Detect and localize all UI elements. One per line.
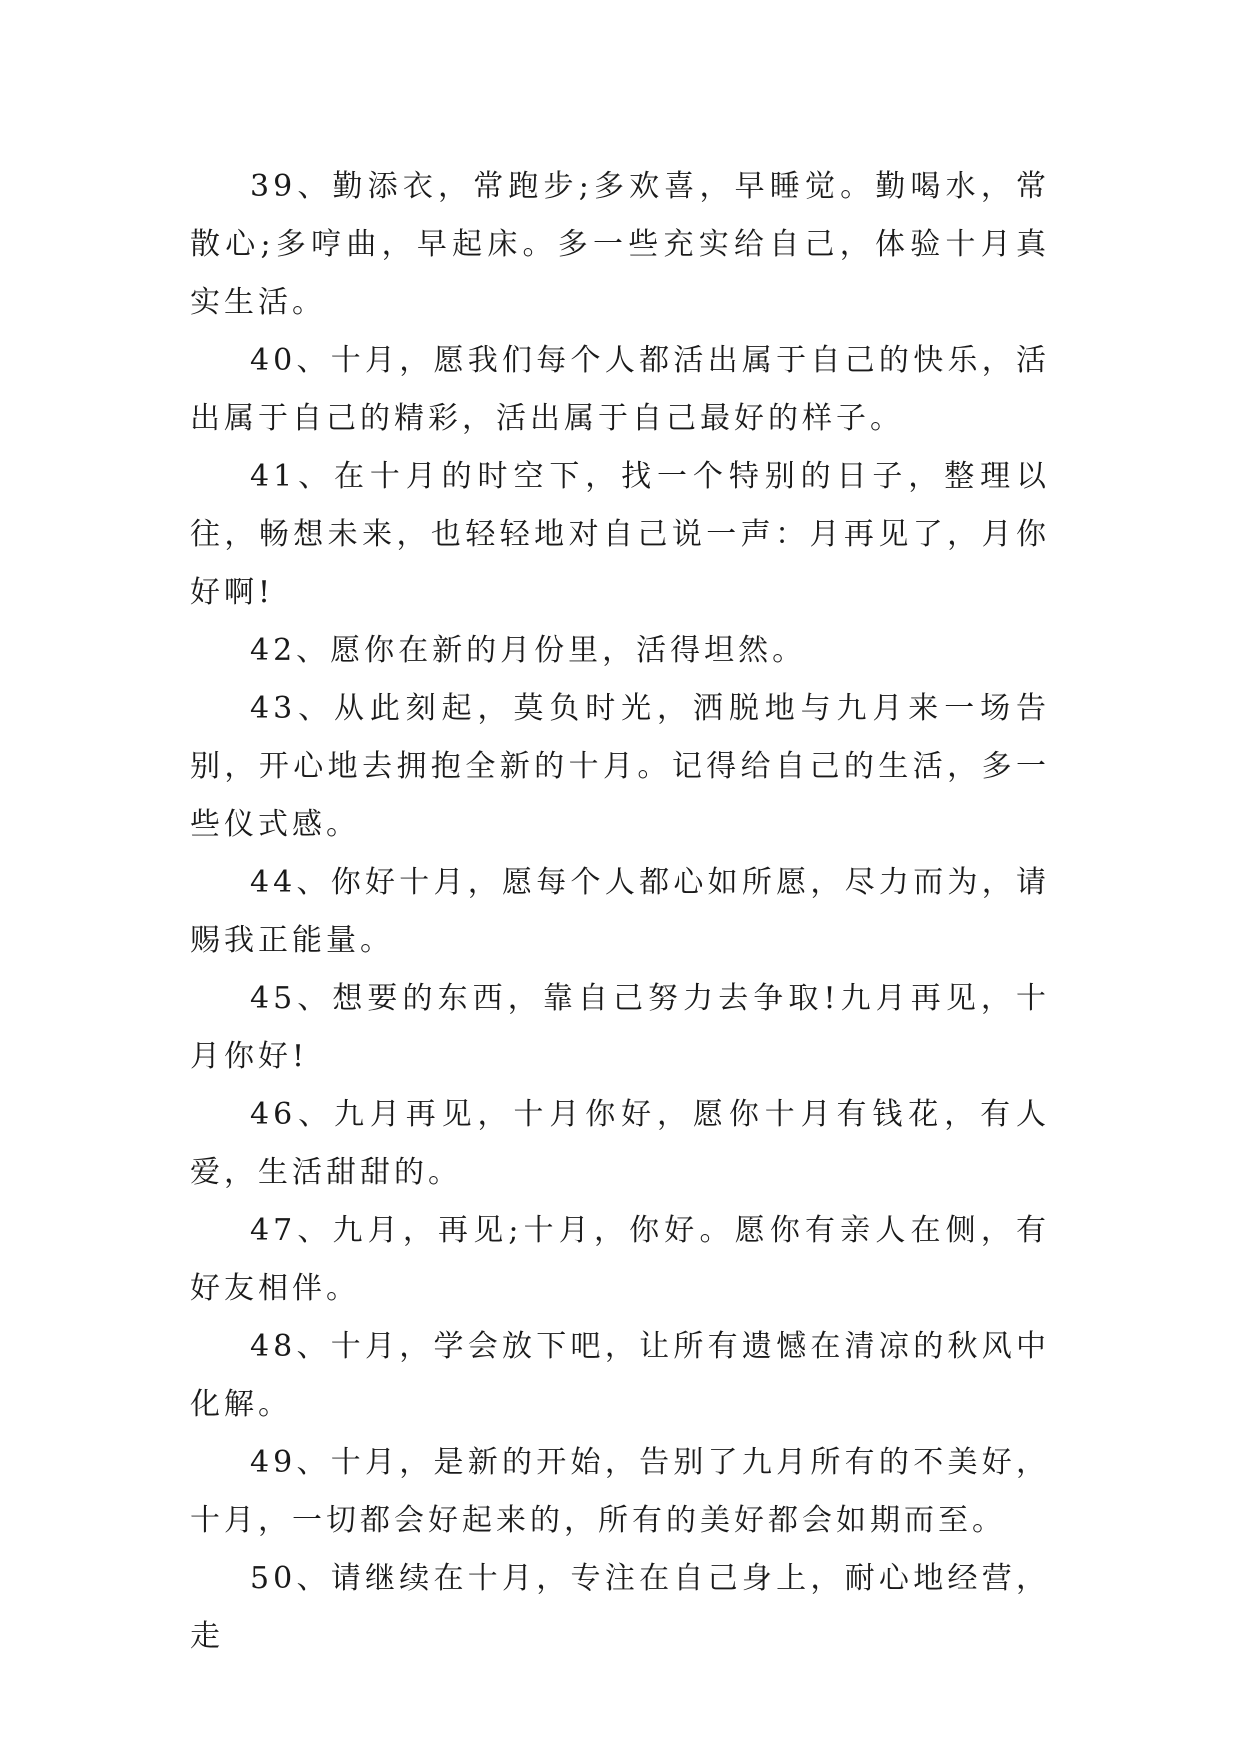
- paragraph-43: 43、从此刻起，莫负时光，洒脱地与九月来一场告别，开心地去拥抱全新的十月。记得给自己的生活，多一些仪式感。: [190, 691, 1050, 842]
- paragraph-50: 50、请继续在十月，专注在自己身上，耐心地经营，走: [190, 1561, 1050, 1654]
- paragraph-47: 47、九月，再见;十月，你好。愿你有亲人在侧，有好友相伴。: [190, 1213, 1050, 1306]
- paragraph-40: 40、十月，愿我们每个人都活出属于自己的快乐，活出属于自己的精彩，活出属于自己最好的样子。: [190, 343, 1050, 436]
- paragraph-49: 49、十月，是新的开始，告别了九月所有的不美好，十月，一切都会好起来的，所有的美好都会如期而至。: [190, 1445, 1050, 1538]
- paragraph-48: 48、十月，学会放下吧，让所有遗憾在清凉的秋风中化解。: [190, 1329, 1050, 1422]
- paragraph-44: 44、你好十月，愿每个人都心如所愿，尽力而为，请赐我正能量。: [190, 865, 1050, 958]
- paragraph-45: 45、想要的东西，靠自己努力去争取!九月再见，十月你好!: [190, 981, 1050, 1074]
- paragraph-41: 41、在十月的时空下，找一个特别的日子，整理以往，畅想未来，也轻轻地对自己说一声：月再见了，月你好啊!: [190, 459, 1050, 610]
- paragraph-46: 46、九月再见，十月你好，愿你十月有钱花，有人爱，生活甜甜的。: [190, 1097, 1050, 1190]
- paragraph-42: 42、愿你在新的月份里，活得坦然。: [250, 633, 807, 668]
- paragraph-39: 39、勤添衣，常跑步;多欢喜，早睡觉。勤喝水，常散心;多哼曲，早起床。多一些充实给自己，体验十月真实生活。: [190, 169, 1050, 320]
- document-body: [190, 158, 1050, 1666]
